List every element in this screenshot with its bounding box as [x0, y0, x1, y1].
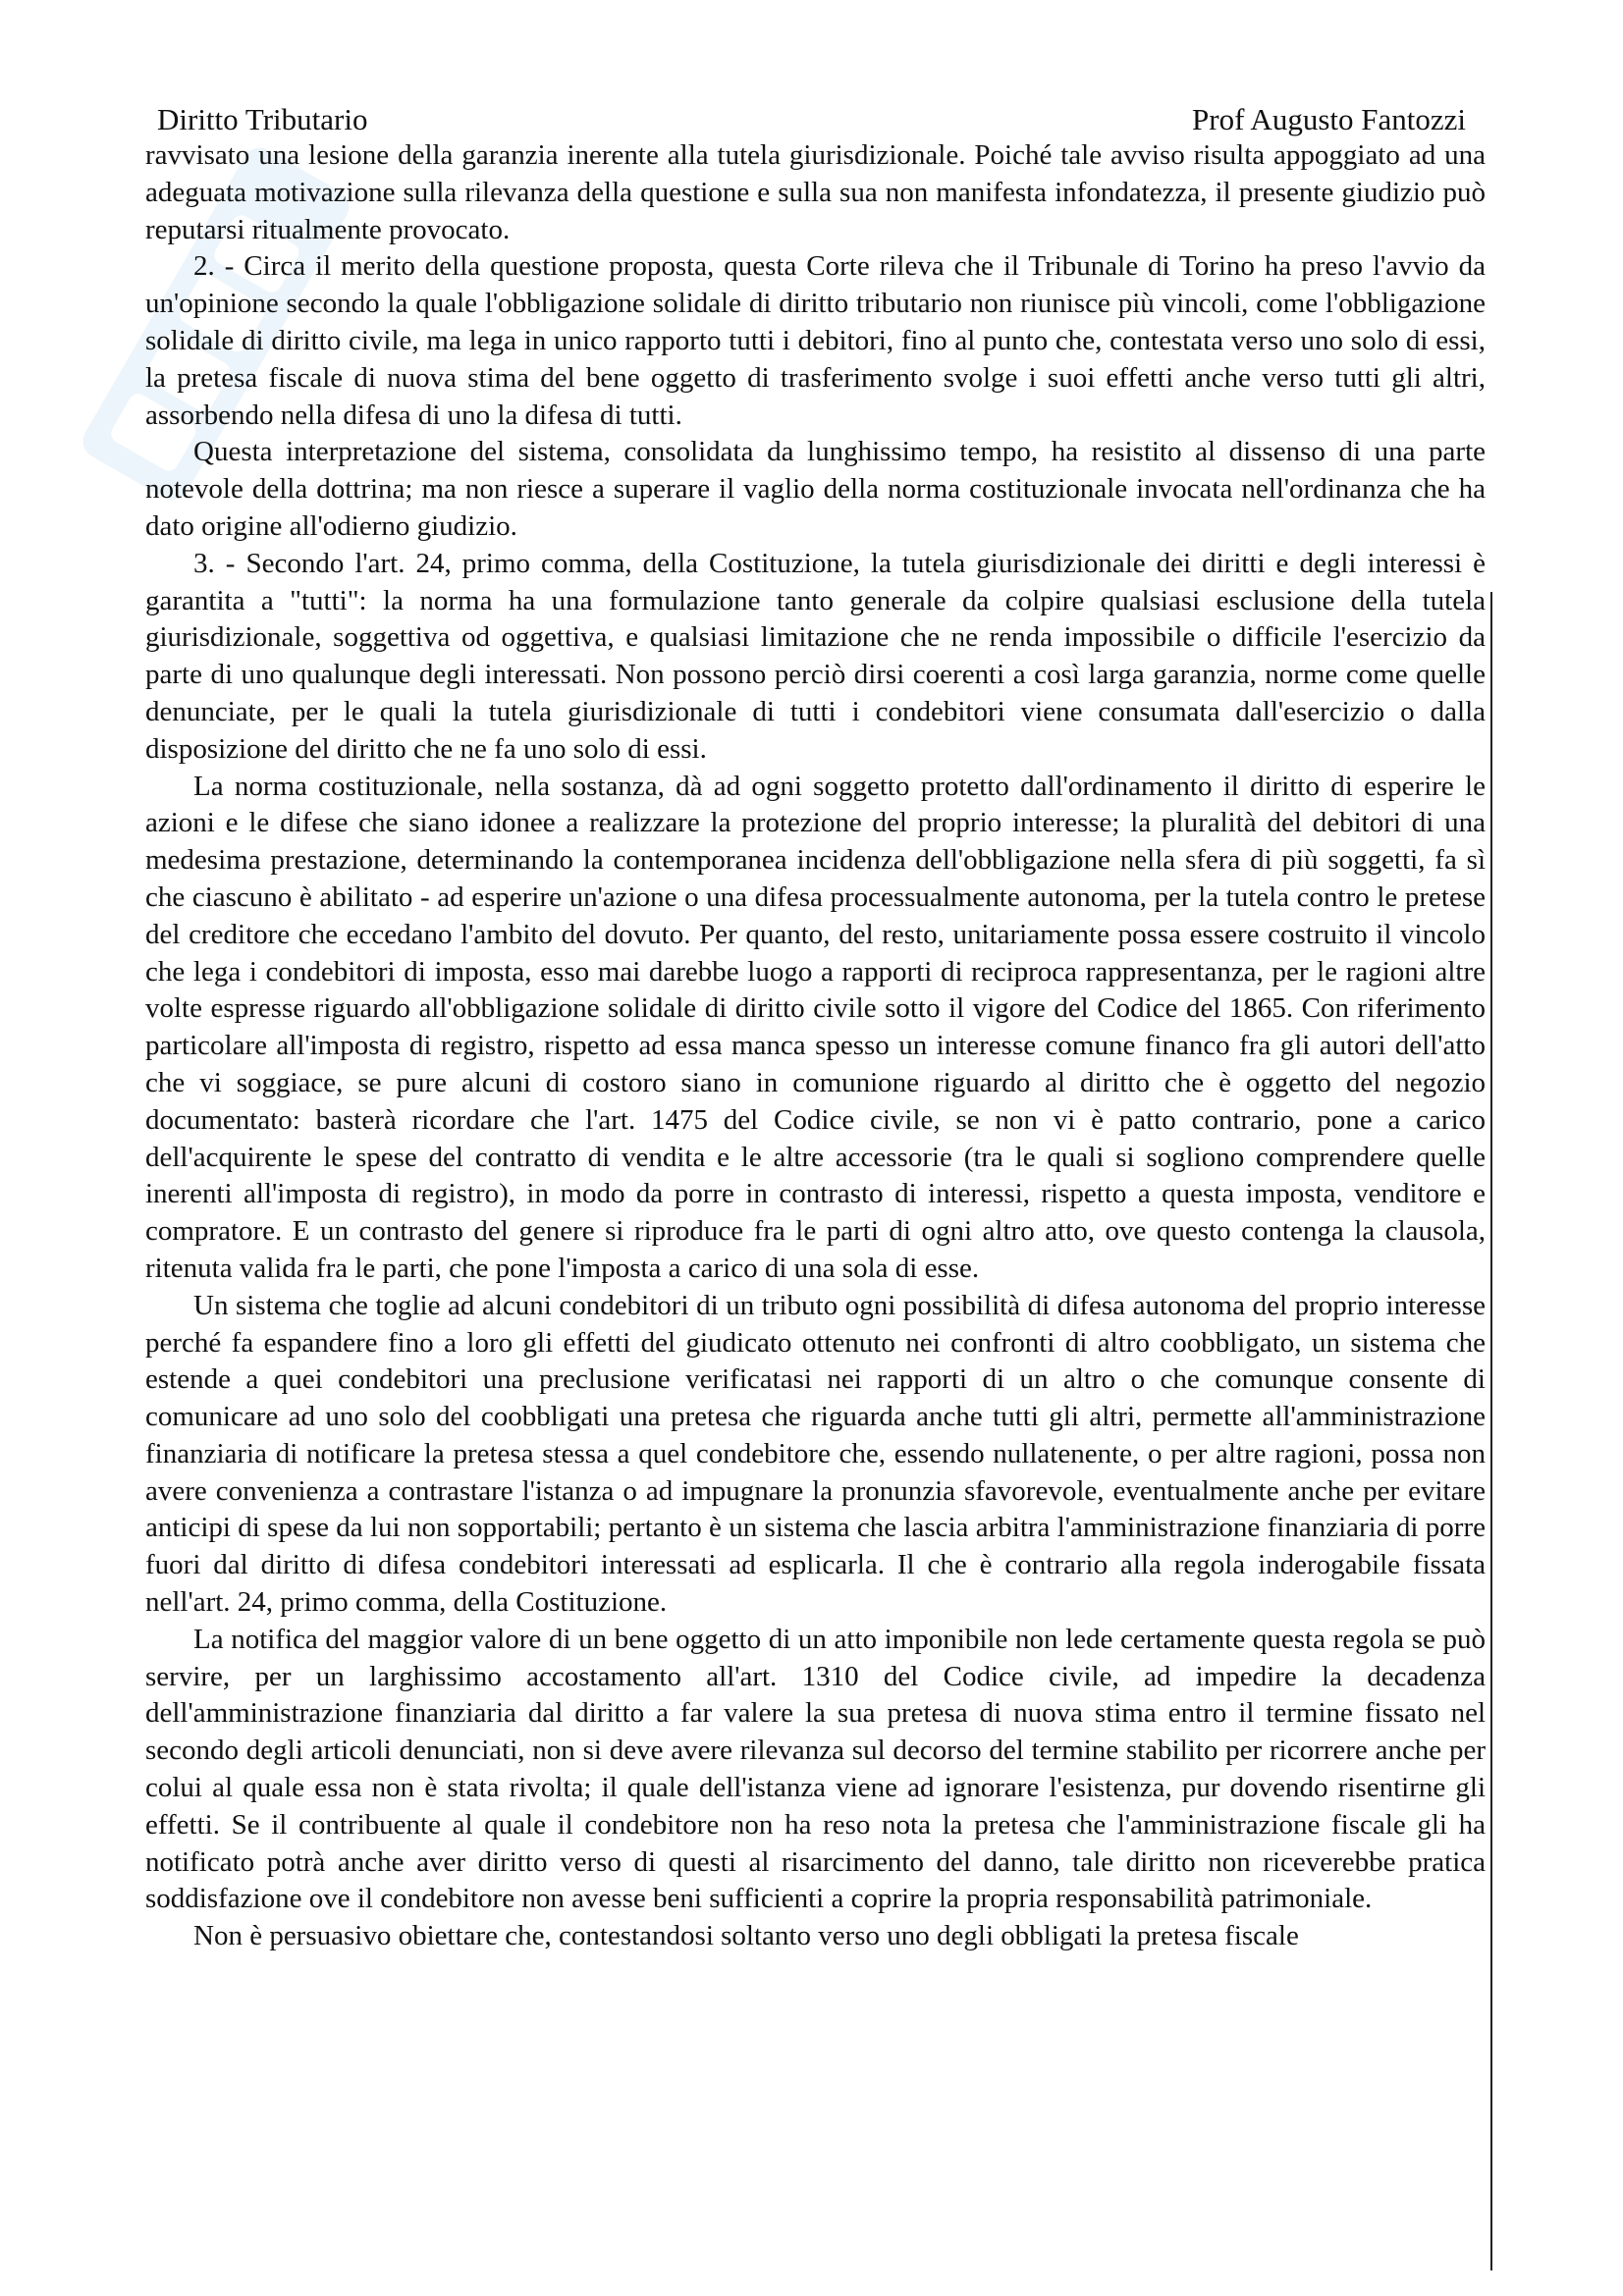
paragraph-section-2: 2. - Circa il merito della questione proposta, questa Corte rileva che il Tribunale di Torino ha preso l'avvio da un'opinione secondo la quale l'obbligazione solidale di diritto tributario non riunisce più vincoli, come l'obbligazione solidale di diritto civile, ma lega in unico rapporto tutti i debitori, fino al punto che, contestata verso uno solo di essi, la pretesa fiscale di nuova stima del bene oggetto di trasferimento svolge i suoi effetti anche verso tutti gli altri, assorbendo nella difesa di uno la difesa di tutti.: [145, 250, 1486, 431]
margin-rule: [1490, 592, 1492, 2270]
paragraph-continuation: ravvisato una lesione della garanzia inerente alla tutela giurisdizionale. Poiché tale avviso risulta appoggiato ad una adeguata motivazione sulla rilevanza della questione e sulla sua non manifesta infondatezza, il presente giudizio può reputarsi ritualmente provocato.: [145, 139, 1486, 245]
paragraph-notification: La notifica del maggior valore di un bene oggetto di un atto imponibile non lede certamente questa regola se può servire, per un larghissimo accostamento all'art. 1310 del Codice civile, ad impedire la decadenza dell'amministrazione finanziaria dal diritto a far valere la sua pretesa di nuova stima entro il termine fissato nel secondo degli articoli denunciati, non si deve avere rilevanza sul decorso del termine stabilito per ricorrere anche per colui al quale essa non è stata rivolta; il quale dell'istanza viene ad ignorare l'esistenza, pur dovendo risentirne gli effetti. Se il contribuente al quale il condebitore non ha reso nota la pretesa che l'amministrazione fiscale gli ha notificato potrà anche aver diritto verso di questi al risarcimento del danno, tale diritto non riceverebbe pratica soddisfazione ove il condebitore non avesse beni sufficienti a coprire la propria responsabilità patrimoniale.: [145, 1623, 1486, 1915]
header-course-title: Diritto Tributario: [157, 102, 368, 136]
paragraph-constitutional-norm: La norma costituzionale, nella sostanza, dà ad ogni soggetto protetto dall'ordinamento il diritto di esperire le azioni e le difese che siano idonee a realizzare la protezione del proprio interesse; la pluralità del debitori di una medesima prestazione, determinando la contemporanea incidenza dell'obbligazione nella sfera di più soggetti, fa sì che ciascuno è abilitato - ad esperire un'azione o una difesa processualmente autonoma, per la tutela contro le pretese del creditore che eccedano l'ambito del dovuto. Per quanto, del resto, unitariamente possa essere costruito il vincolo che lega i condebitori di imposta, esso mai darebbe luogo a rapporti di reciproca rappresentanza, per le ragioni altre volte espresse riguardo all'obbligazione solidale di diritto civile sotto il vigore del Codice del 1865. Con riferimento particolare all'imposta di registro, rispetto ad essa manca spesso un interesse comune financo fra gli autori dell'atto che vi soggiace, se pure alcuni di costoro siano in comunione riguardo al diritto che è oggetto del negozio documentato: basterà ricordare che l'art. 1475 del Codice civile, se non vi è patto contrario, pone a carico dell'acquirente le spese del contratto di vendita e le altre accessorie (tra le quali si sogliono comprendere quelle inerenti all'imposta di registro), in modo da porre in contrasto di interessi, rispetto a questa imposta, venditore e compratore. E un contrasto del genere si riproduce fra le parti di ogni altro atto, ove questo contenga la clausola, ritenuta valida fra le parti, che pone l'imposta a carico di una sola di esse.: [145, 770, 1486, 1284]
paragraph-system: Un sistema che toglie ad alcuni condebitori di un tributo ogni possibilità di difesa autonoma del proprio interesse perché fa espandere fino a loro gli effetti del giudicato ottenuto nei confronti di altro coobbligato, un sistema che estende a quei condebitori una preclusione verificatasi nei rapporti di un altro o che comunque consente di comunicare ad uno solo del coobbligati una pretesa che riguarda anche tutti gli altri, permette all'amministrazione finanziaria di notificare la pretesa stessa a quel condebitore che, essendo nullatenente, o per altre ragioni, possa non avere convenienza a contrastare l'istanza o ad impugnare la pronunzia sfavorevole, eventualmente anche per evitare anticipi di spese da lui non sopportabili; pertanto è un sistema che lascia arbitra l'amministrazione finanziaria di porre fuori dal diritto di difesa condebitori interessati ad esplicarla. Il che è contrario alla regola inderogabile fissata nell'art. 24, primo comma, della Costituzione.: [145, 1289, 1486, 1619]
header-professor-name: Prof Augusto Fantozzi: [1192, 102, 1466, 136]
paragraph-section-3: 3. - Secondo l'art. 24, primo comma, della Costituzione, la tutela giurisdizionale dei diritti e degli interessi è garantita a "tutti": la norma ha una formulazione tanto generale da colpire qualsiasi esclusione della tutela giurisdizionale, soggettiva od oggettiva, e qualsiasi limitazione che ne renda impossibile o difficile l'esercizio da parte di uno qualunque degli interessati. Non possono perciò dirsi coerenti a così larga garanzia, norme come quelle denunciate, per le quali la tutela giurisdizionale di tutti i condebitori viene consumata dall'esercizio o dalla disposizione del diritto che ne fa uno solo di essi.: [145, 547, 1486, 765]
document-body: [145, 137, 1486, 1955]
paragraph-interpretation: Questa interpretazione del sistema, consolidata da lunghissimo tempo, ha resistito al dissenso di una parte notevole della dottrina; ma non riesce a superare il vaglio della norma costituzionale invocata nell'ordinanza che ha dato origine all'odierno giudizio.: [145, 436, 1486, 542]
paragraph-objection: Non è persuasivo obiettare che, contestandosi soltanto verso uno degli obbligati la pretesa fiscale: [193, 1920, 1299, 1952]
